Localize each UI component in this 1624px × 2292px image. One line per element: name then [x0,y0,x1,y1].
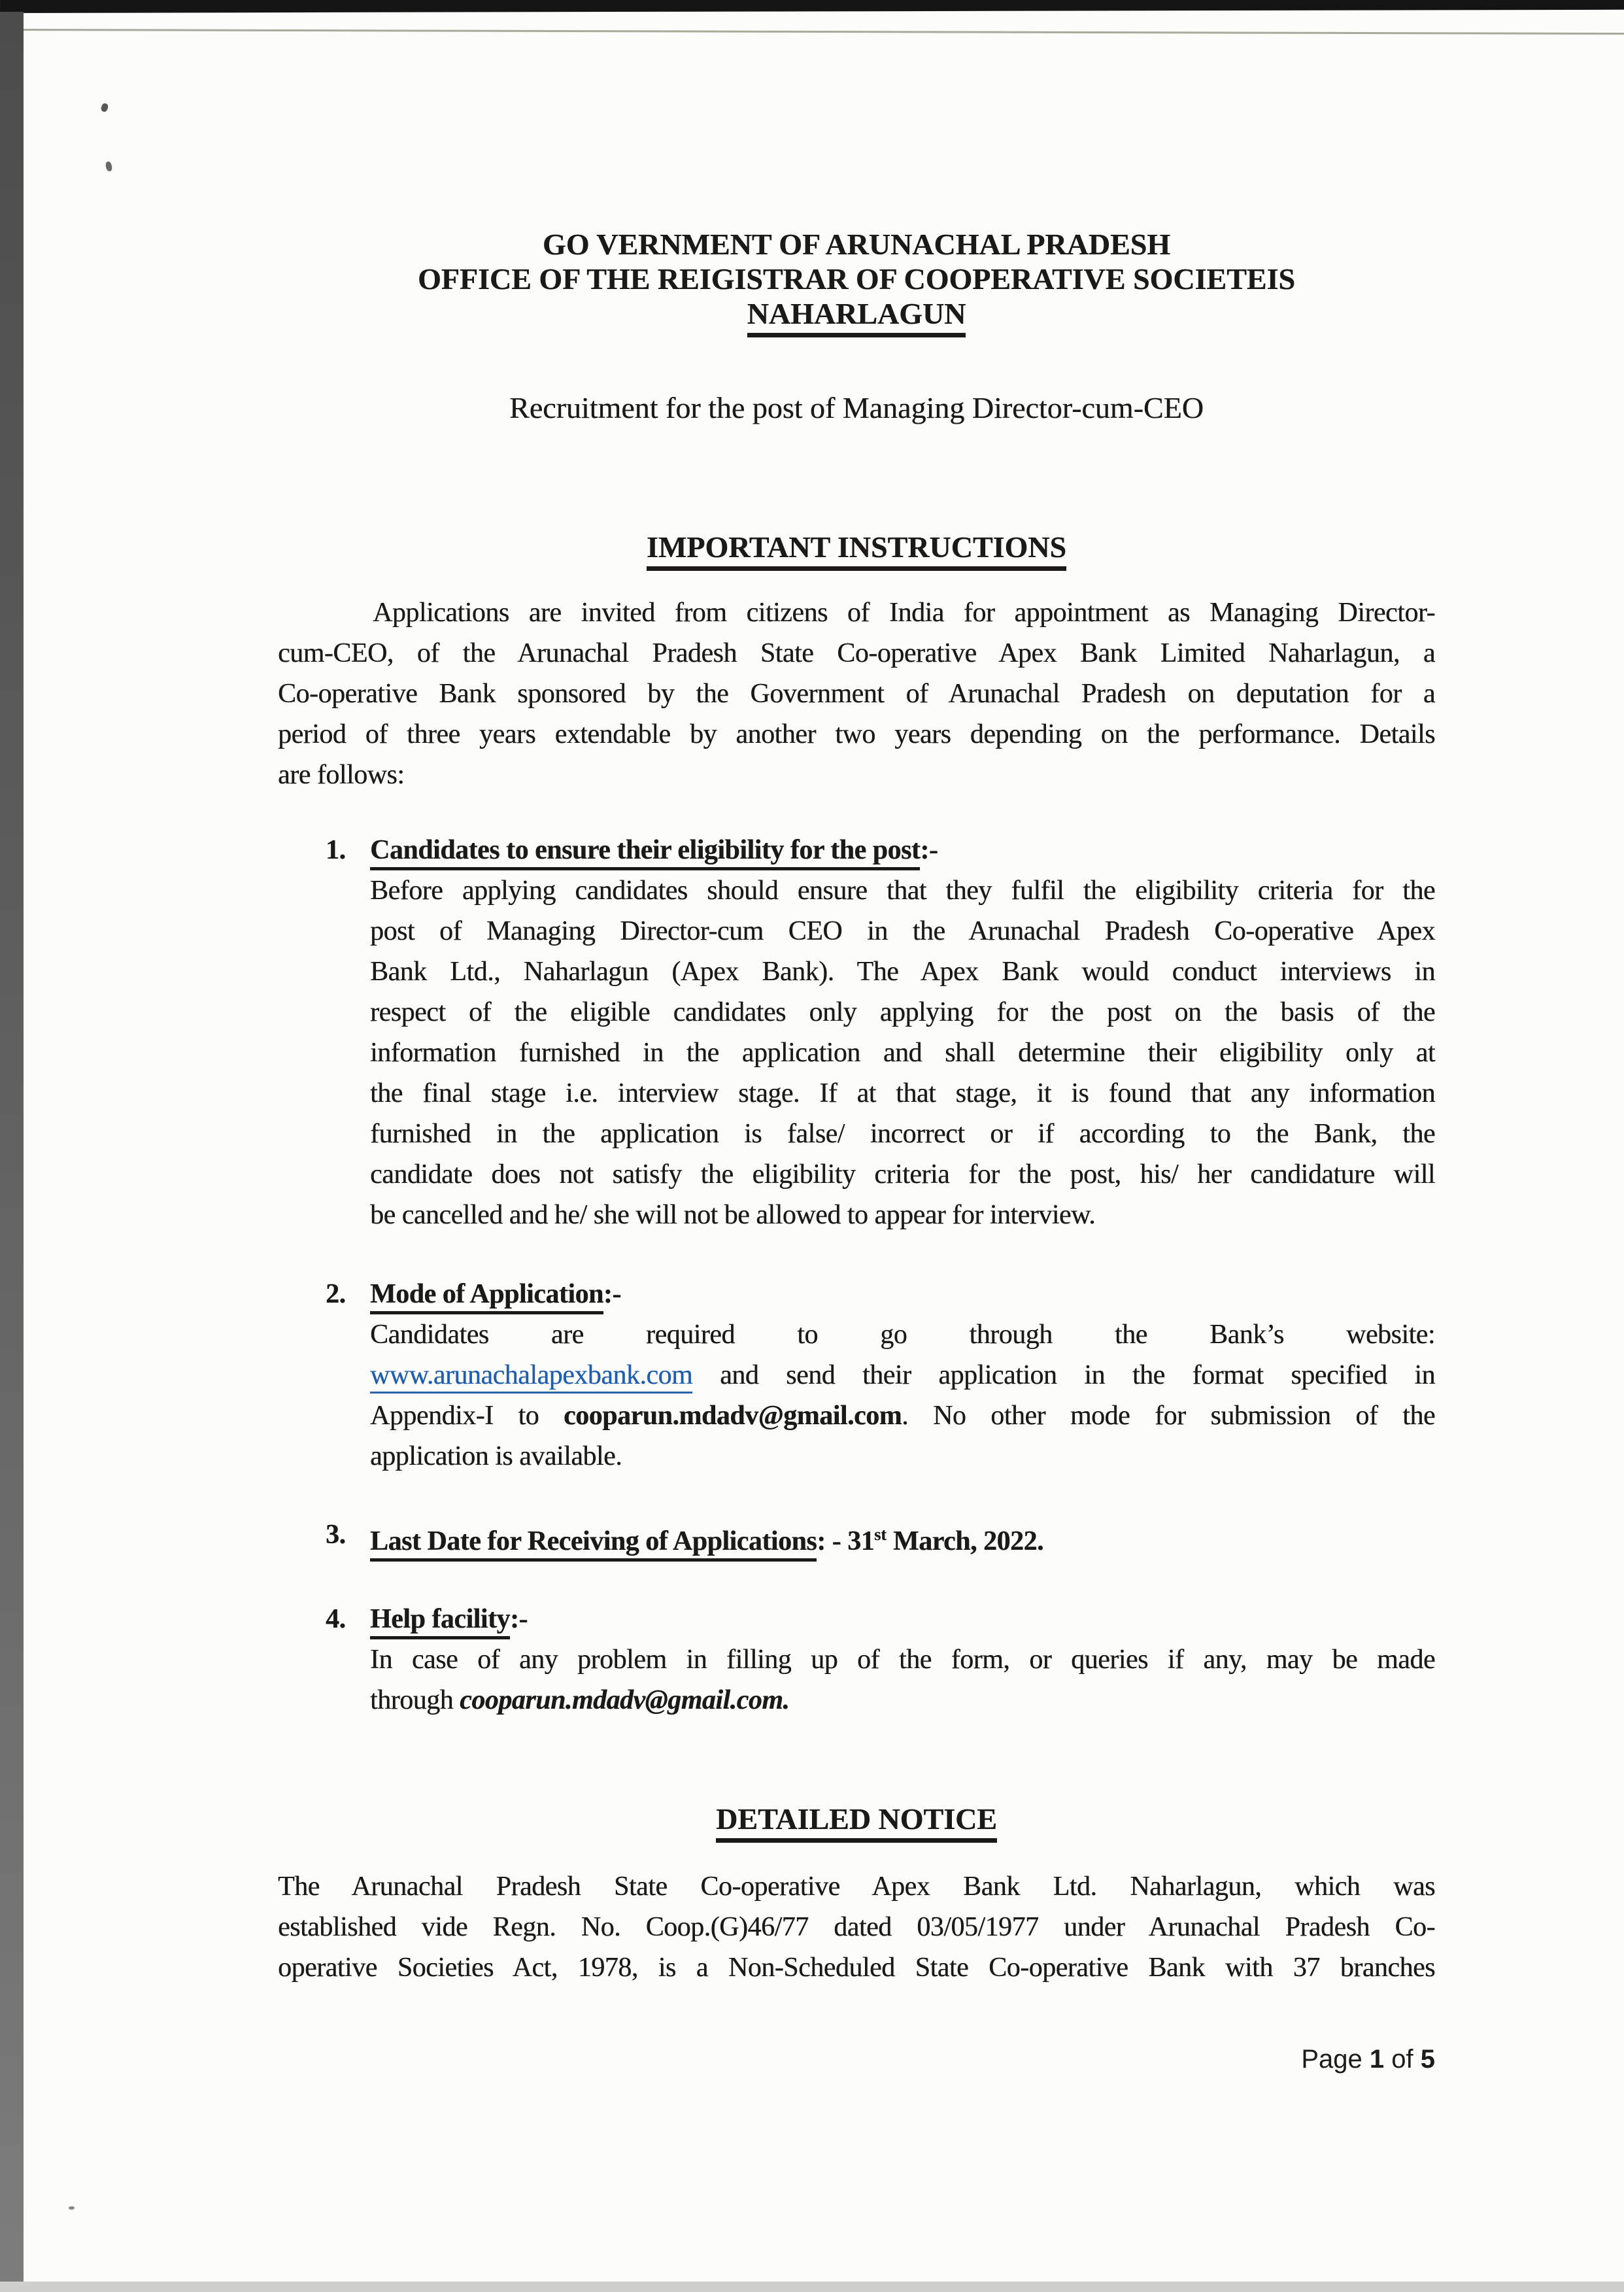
text-segment: In case of any problem in filling up of the form, or queries if any, may be made [370,1645,1435,1675]
text-line [370,1033,1435,1073]
text-segment: st [874,1525,887,1544]
government-title: GO VERNMENT OF ARUNACHAL PRADESH [542,228,1171,261]
text-line [370,1073,1435,1114]
text-segment: are follows: [278,760,405,790]
text-segment: application is available. [370,1441,622,1471]
scan-top-edge [0,0,1624,13]
scan-left-edge-band [0,12,24,2292]
text-line [278,1866,1435,1907]
item-content [370,830,1435,1235]
list-item-mode-of-application [278,1274,1435,1477]
list-item-last-date [278,1514,1435,1562]
text-segment: established vide Regn. No. Coop.(G)46/77 dated 03/05/1977 under Arunachal Pradesh Co- [278,1912,1435,1942]
text-segment: Appendix-I to [370,1401,564,1431]
scan-artifact-line [18,29,1624,35]
text-line [278,1947,1435,1988]
text-line [1301,2044,1435,2074]
text-segment: Page [1301,2045,1370,2074]
text-segment: 5 [1420,2045,1435,2074]
text-segment: Co-operative Bank sponsored by the Government of Arunachal Pradesh on deputation for a [278,679,1435,709]
document-subtitle: Recruitment for the post of Managing Director-cum-CEO [509,391,1204,424]
item-number: 2. [326,1279,346,1309]
text-segment: furnished in the application is false/ incorrect or if according to the Bank, the [370,1119,1435,1149]
page-number-footer [1301,2044,1435,2074]
text-line [370,1274,1435,1314]
office-title: OFFICE OF THE REIGISTRAR OF COOPERATIVE SOCIETEIS [418,262,1295,296]
office-location [278,296,1435,331]
text-segment: March, 2022. [886,1526,1044,1556]
list-item-eligibility [278,830,1435,1235]
text-segment: post of Managing Director-cum CEO in the Arunachal Pradesh Co-operative Apex [370,916,1435,946]
closing-paragraph [278,1866,1435,1988]
text-line [278,1907,1435,1947]
text-segment: Before applying candidates should ensure that they fulfil the eligibility criteria for the [370,876,1435,906]
text-segment: of [1384,2045,1421,2074]
item-content [370,1514,1435,1562]
text-segment: Mode of Application [370,1279,603,1314]
text-line [370,830,1435,870]
text-segment: operative Societies Act, 1978, is a Non-Scheduled State Co-operative Bank with 37 branches [278,1953,1435,1983]
item-content [370,1274,1435,1477]
text-segment: :- [920,835,938,865]
text-segment: the final stage i.e. interview stage. If at that stage, it is found that any information [370,1078,1435,1108]
text-segment: Applications are invited from citizens of India for appointment as Managing Director- [373,598,1435,628]
important-instructions-heading [278,530,1435,564]
bank-website-link[interactable]: www.arunachalapexbank.com [370,1360,692,1394]
detailed-notice-title: DETAILED NOTICE [716,1802,997,1843]
text-line [370,1355,1435,1395]
text-segment: The Arunachal Pradesh State Co-operative Apex Bank Ltd. Naharlagun, which was [278,1872,1435,1902]
text-line [370,1680,1435,1720]
text-segment: and send their application in the format specified in [692,1360,1435,1390]
text-segment: . No other mode for submission of the [902,1401,1435,1431]
text-segment: Help facility [370,1604,510,1639]
text-segment: be cancelled and he/ she will not be allowed to appear for interview. [370,1200,1096,1230]
text-segment: through [370,1685,460,1715]
office-location-text: NAHARLAGUN [747,297,966,337]
scan-speck [105,161,113,172]
scan-bottom-edge [0,2282,1624,2292]
text-line [370,1639,1435,1680]
text-segment: information furnished in the application and shall determine their eligibility only at [370,1038,1435,1068]
text-segment: period of three years extendable by another two years depending on the performance. Details [278,719,1435,749]
text-line [370,992,1435,1033]
text-line [370,1599,1435,1639]
text-segment: Bank Ltd., Naharlagun (Apex Bank). The Apex Bank would conduct interviews in [370,957,1435,987]
text-line [370,911,1435,951]
text-line [370,1314,1435,1355]
text-line [278,714,1435,755]
text-line [278,633,1435,674]
list-item-help-facility [278,1599,1435,1720]
letterhead [278,227,1435,331]
text-segment: :- [603,1279,621,1309]
text-line [278,755,1435,795]
important-instructions-title: IMPORTANT INSTRUCTIONS [647,530,1066,571]
scan-speck [69,2206,75,2210]
item-content [370,1599,1435,1720]
text-segment: Candidates to ensure their eligibility for the post [370,835,920,870]
text-segment: cooparun.mdadv@gmail.com [564,1401,902,1431]
item-number: 1. [326,835,346,865]
text-line [370,1195,1435,1235]
text-segment: 1 [1369,2045,1385,2074]
text-line [278,674,1435,714]
text-line [370,1436,1435,1477]
text-line [370,951,1435,992]
text-line [370,1154,1435,1195]
text-segment: : - 31 [817,1526,875,1556]
text-segment: Candidates are required to go through the Bank’s website: [370,1320,1435,1350]
text-segment: respect of the eligible candidates only applying for the post on the basis of the [370,997,1435,1027]
text-line [370,1514,1435,1562]
text-line [278,592,1435,633]
text-segment: cooparun.mdadv@gmail.com. [460,1685,790,1715]
text-segment: candidate does not satisfy the eligibility criteria for the post, his/ her candidature will [370,1159,1435,1189]
item-number: 3. [326,1520,346,1550]
text-line [370,1114,1435,1154]
intro-paragraph [278,592,1435,795]
item-number: 4. [326,1604,346,1634]
text-segment: cum-CEO, of the Arunachal Pradesh State Co-operative Apex Bank Limited Naharlagun, a [278,638,1435,668]
text-line [370,1395,1435,1436]
detailed-notice-heading [278,1802,1435,1836]
text-segment: Last Date for Receiving of Applications [370,1526,817,1562]
text-line [370,870,1435,911]
text-segment: :- [509,1604,528,1634]
scan-speck [100,103,109,112]
